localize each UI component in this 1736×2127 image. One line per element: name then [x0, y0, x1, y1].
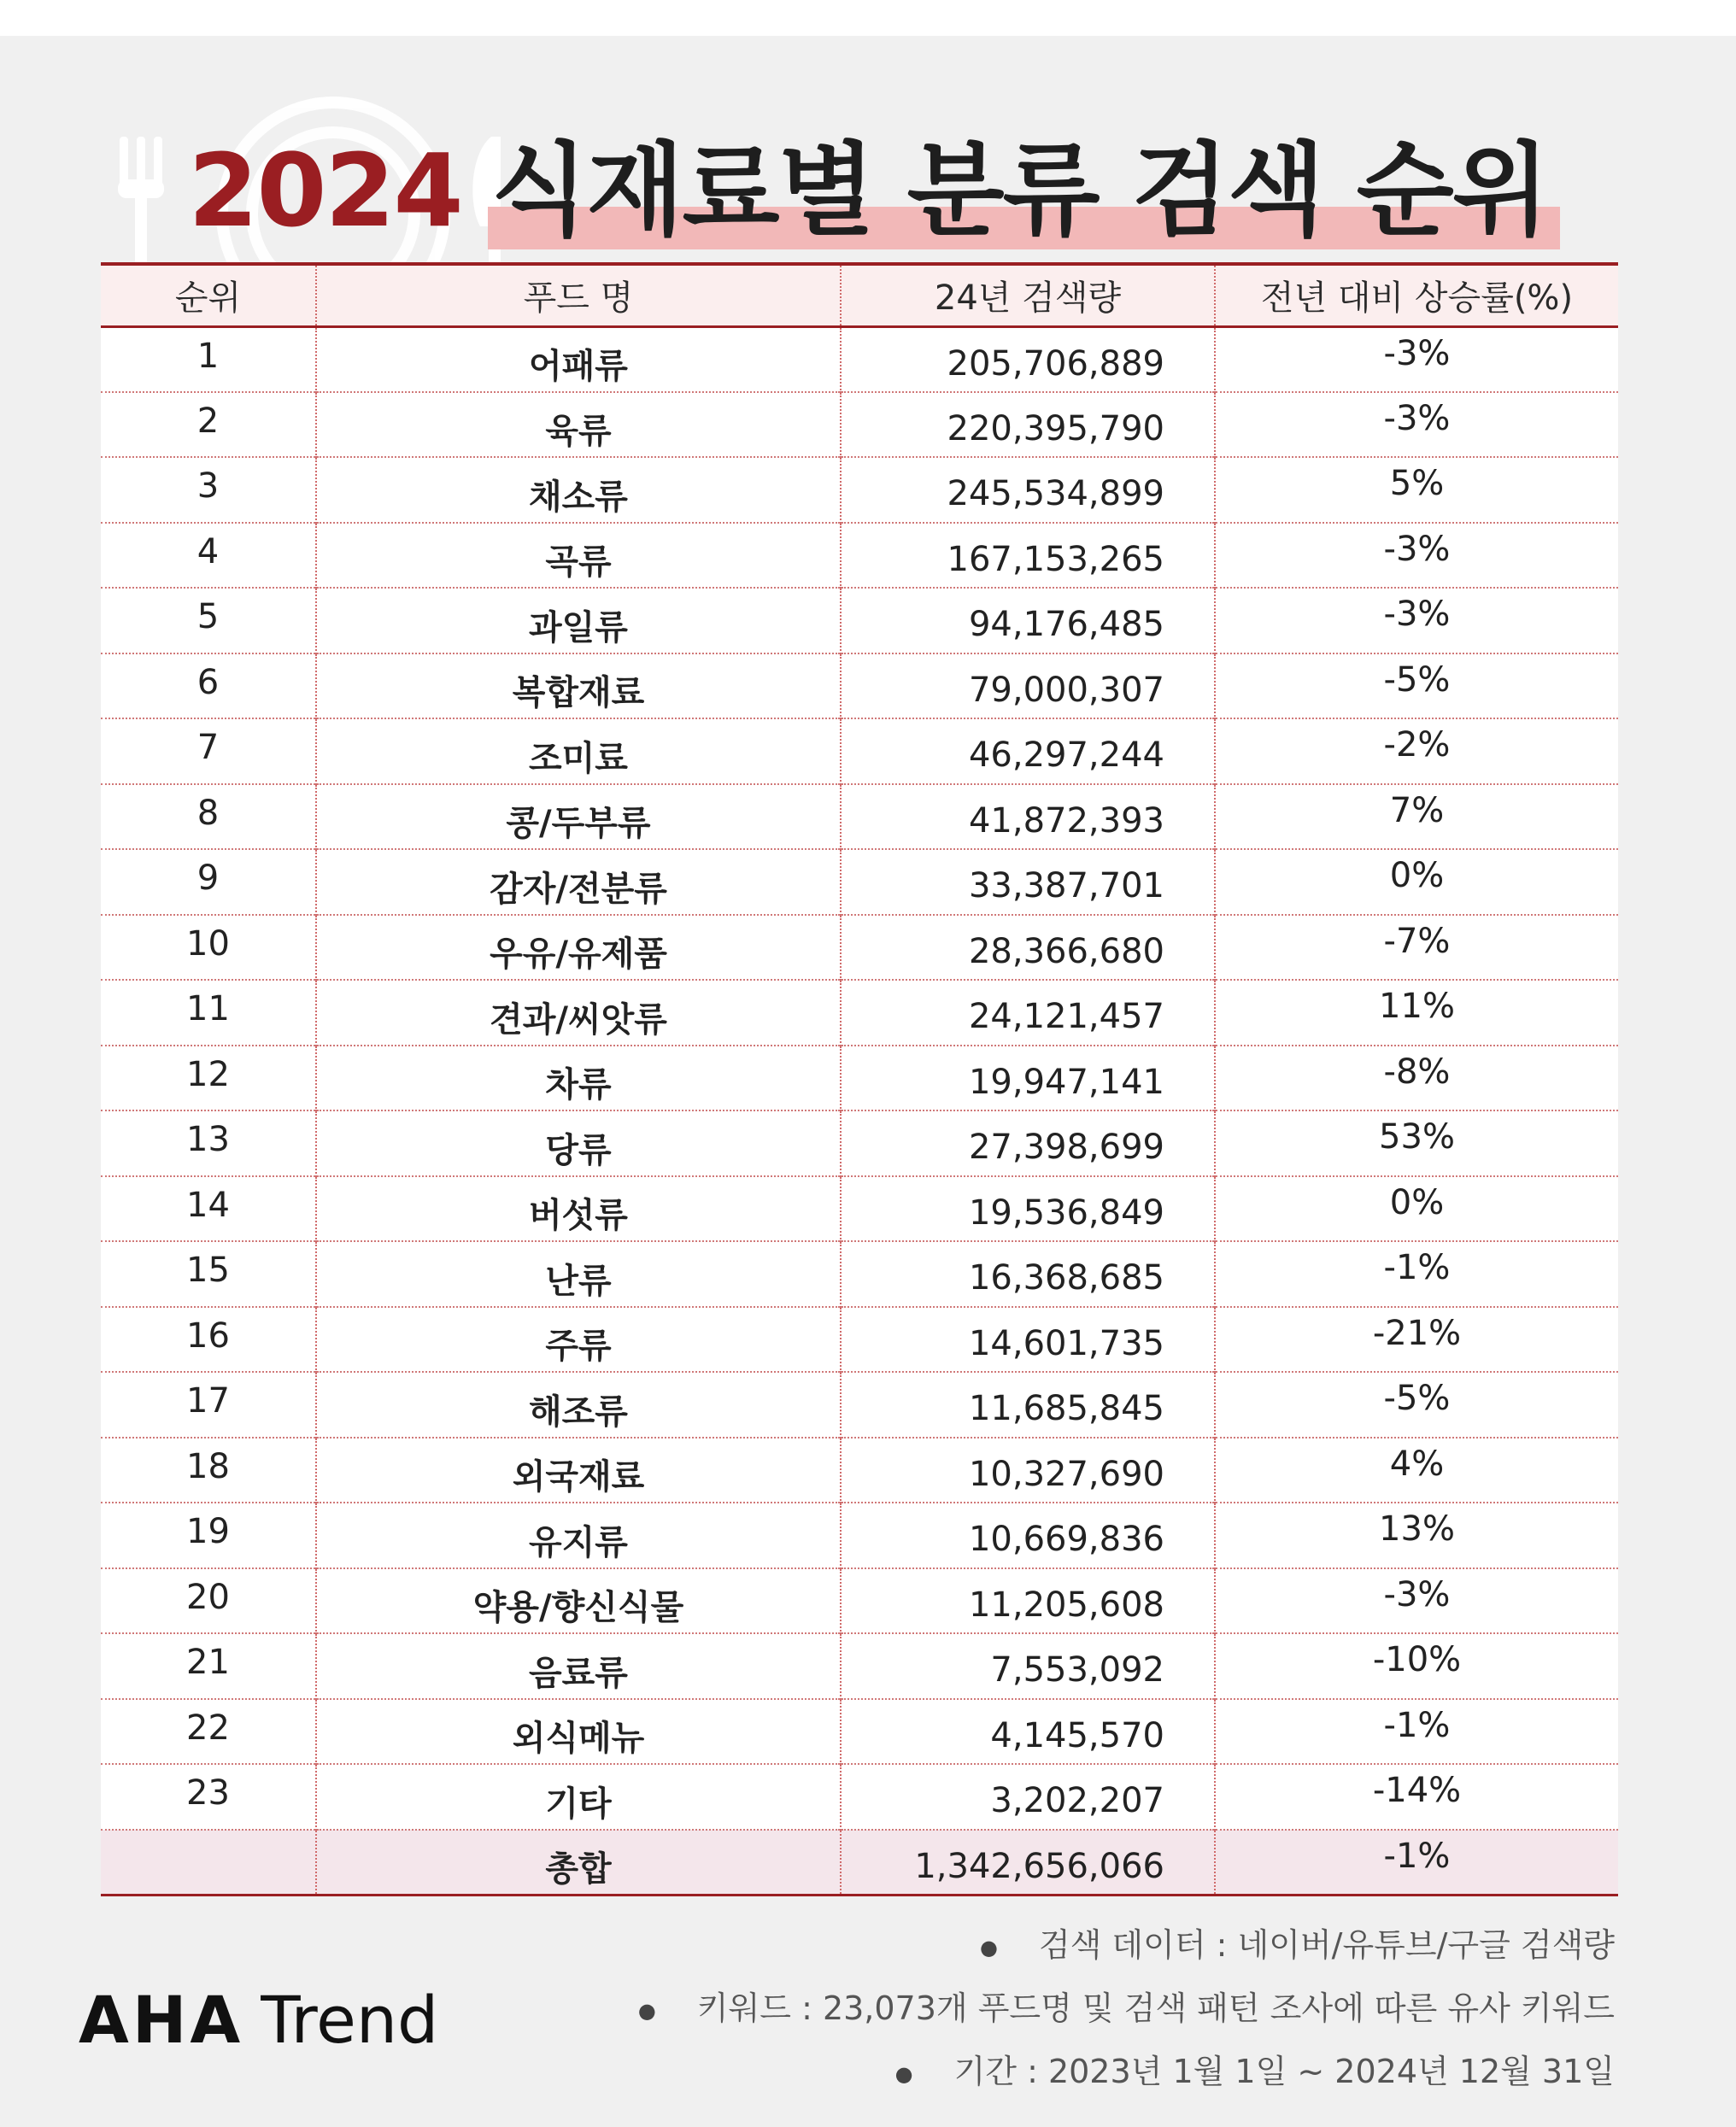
volume-cell: 46,297,244: [841, 718, 1215, 784]
bullet-icon: ●: [894, 2061, 913, 2086]
footnote-source-text: 검색 데이터 : 네이버/유튜브/구글 검색량: [1038, 1926, 1615, 1964]
food-name-cell: 복합재료: [316, 653, 841, 719]
volume-cell: 94,176,485: [841, 588, 1215, 653]
growth-rate-cell: -3%: [1215, 1568, 1618, 1634]
table-row: [101, 457, 1618, 523]
food-name-cell: 버섯류: [316, 1176, 841, 1242]
growth-rate-cell: -5%: [1215, 1372, 1618, 1438]
growth-rate-cell: -1%: [1215, 1699, 1618, 1765]
volume-cell: 19,947,141: [841, 1046, 1215, 1111]
table-row: [101, 1699, 1618, 1765]
growth-rate-cell: 11%: [1215, 980, 1618, 1046]
ranking-table: [101, 262, 1618, 1896]
table-row: [101, 392, 1618, 458]
table-row: [101, 653, 1618, 719]
total-rank-cell: [101, 1830, 316, 1896]
food-name-cell: 차류: [316, 1046, 841, 1111]
volume-cell: 205,706,889: [841, 326, 1215, 392]
food-name-cell: 유지류: [316, 1503, 841, 1568]
food-name-cell: 음료류: [316, 1633, 841, 1699]
volume-cell: 11,205,608: [841, 1568, 1215, 1634]
table-row: [101, 1176, 1618, 1242]
title-text-wrap: [491, 109, 1548, 255]
header-food-name: 푸드 명: [316, 264, 841, 326]
growth-rate-cell: -3%: [1215, 326, 1618, 392]
food-name-cell: 조미료: [316, 718, 841, 784]
food-name-cell: 주류: [316, 1307, 841, 1373]
table-row: [101, 915, 1618, 981]
logo-brand: AHA: [79, 1982, 244, 2058]
growth-rate-cell: 13%: [1215, 1503, 1618, 1568]
growth-rate-cell: 7%: [1215, 784, 1618, 850]
total-label-cell: 총합: [316, 1830, 841, 1896]
footnote-keywords: [638, 1977, 1615, 2040]
food-name-cell: 약용/향신식물: [316, 1568, 841, 1634]
volume-cell: 19,536,849: [841, 1176, 1215, 1242]
table-header: [101, 264, 1618, 326]
table-row: [101, 980, 1618, 1046]
table-body: [101, 326, 1618, 1895]
rank-cell: 18: [186, 1446, 230, 1486]
table-row: [101, 1568, 1618, 1634]
header-volume: 24년 검색량: [841, 264, 1215, 326]
growth-rate-cell: -8%: [1215, 1046, 1618, 1111]
food-name-cell: 견과/씨앗류: [316, 980, 841, 1046]
growth-rate-cell: -21%: [1215, 1307, 1618, 1373]
table-row: [101, 326, 1618, 392]
rank-cell: 5: [196, 597, 220, 637]
rank-cell: 1: [196, 336, 220, 376]
growth-rate-cell: 0%: [1215, 1176, 1618, 1242]
table-row: [101, 718, 1618, 784]
food-name-cell: 외국재료: [316, 1438, 841, 1503]
header-growth-rate: 전년 대비 상승률(%): [1215, 264, 1618, 326]
rank-cell: 6: [196, 662, 220, 702]
food-name-cell: 곡류: [316, 523, 841, 589]
logo-product: Trend: [261, 1982, 439, 2058]
rank-cell: 4: [196, 531, 220, 571]
rank-cell: 21: [186, 1643, 230, 1683]
rank-cell: 12: [186, 1054, 230, 1094]
table-row: [101, 784, 1618, 850]
growth-rate-cell: -3%: [1215, 392, 1618, 458]
bullet-icon: ●: [637, 1998, 656, 2023]
volume-cell: 16,368,685: [841, 1241, 1215, 1307]
food-name-cell: 난류: [316, 1241, 841, 1307]
rank-cell: 2: [196, 401, 220, 441]
growth-rate-cell: -5%: [1215, 653, 1618, 719]
brand-logo: [79, 1982, 438, 2058]
volume-cell: 167,153,265: [841, 523, 1215, 589]
volume-cell: 41,872,393: [841, 784, 1215, 850]
bullet-icon: ●: [979, 1935, 998, 1960]
rank-cell: 8: [196, 793, 220, 833]
footnote-period-text: 기간 : 2023년 1월 1일 ~ 2024년 12월 31일: [953, 2053, 1615, 2090]
total-volume-cell: 1,342,656,066: [841, 1830, 1215, 1896]
footnotes: [638, 1913, 1615, 2103]
title-text: 식재료별 분류 검색 순위: [490, 132, 1548, 249]
growth-rate-cell: 53%: [1215, 1110, 1618, 1176]
footnote-period: [638, 2040, 1615, 2103]
rank-cell: 20: [186, 1577, 230, 1617]
rank-cell: 14: [186, 1185, 230, 1225]
rank-cell: 17: [186, 1381, 230, 1421]
rank-cell: 23: [186, 1773, 230, 1814]
total-row: [101, 1830, 1618, 1896]
header-rank: 순위: [174, 278, 242, 319]
growth-rate-cell: 4%: [1215, 1438, 1618, 1503]
food-name-cell: 당류: [316, 1110, 841, 1176]
rank-cell: 11: [186, 989, 230, 1029]
header-row: [101, 264, 1618, 326]
rank-cell: 22: [186, 1708, 230, 1748]
volume-cell: 11,685,845: [841, 1372, 1215, 1438]
growth-rate-cell: -2%: [1215, 718, 1618, 784]
growth-rate-cell: 5%: [1215, 457, 1618, 523]
food-name-cell: 콩/두부류: [316, 784, 841, 850]
volume-cell: 245,534,899: [841, 457, 1215, 523]
food-name-cell: 감자/전분류: [316, 849, 841, 915]
page-title: [0, 109, 1736, 255]
growth-rate-cell: 0%: [1215, 849, 1618, 915]
top-strip: [0, 0, 1736, 36]
table-row: [101, 1438, 1618, 1503]
table-row: [101, 1307, 1618, 1373]
growth-rate-cell: -14%: [1215, 1764, 1618, 1830]
volume-cell: 27,398,699: [841, 1110, 1215, 1176]
table-row: [101, 523, 1618, 589]
table-row: [101, 1633, 1618, 1699]
volume-cell: 4,145,570: [841, 1699, 1215, 1765]
rank-cell: 7: [196, 728, 220, 768]
total-rate-cell: -1%: [1215, 1830, 1618, 1896]
table-row: [101, 1372, 1618, 1438]
food-name-cell: 육류: [316, 392, 841, 458]
volume-cell: 220,395,790: [841, 392, 1215, 458]
rank-cell: 3: [196, 466, 220, 507]
rank-cell: 19: [186, 1512, 230, 1552]
growth-rate-cell: -3%: [1215, 588, 1618, 653]
table-row: [101, 588, 1618, 653]
table-row: [101, 1046, 1618, 1111]
table-row: [101, 1764, 1618, 1830]
volume-cell: 10,669,836: [841, 1503, 1215, 1568]
food-name-cell: 어패류: [316, 326, 841, 392]
rank-cell: 13: [186, 1120, 230, 1160]
table-row: [101, 1241, 1618, 1307]
volume-cell: 10,327,690: [841, 1438, 1215, 1503]
volume-cell: 33,387,701: [841, 849, 1215, 915]
rank-cell: 16: [186, 1315, 230, 1356]
table-row: [101, 1503, 1618, 1568]
rank-cell: 9: [196, 858, 220, 899]
food-name-cell: 외식메뉴: [316, 1699, 841, 1765]
food-name-cell: 과일류: [316, 588, 841, 653]
growth-rate-cell: -7%: [1215, 915, 1618, 981]
rank-cell: 10: [186, 923, 230, 964]
footnote-keywords-text: 키워드 : 23,073개 푸드명 및 검색 패턴 조사에 따른 유사 키워드: [696, 1989, 1615, 2027]
table-row: [101, 849, 1618, 915]
volume-cell: 7,553,092: [841, 1633, 1215, 1699]
growth-rate-cell: -1%: [1215, 1241, 1618, 1307]
table-row: [101, 1110, 1618, 1176]
title-year: 2024: [188, 132, 462, 249]
food-name-cell: 기타: [316, 1764, 841, 1830]
growth-rate-cell: -10%: [1215, 1633, 1618, 1699]
food-name-cell: 채소류: [316, 457, 841, 523]
volume-cell: 24,121,457: [841, 980, 1215, 1046]
food-name-cell: 해조류: [316, 1372, 841, 1438]
food-name-cell: 우유/유제품: [316, 915, 841, 981]
rank-cell: 15: [186, 1251, 230, 1291]
growth-rate-cell: -3%: [1215, 523, 1618, 589]
footnote-source: [638, 1913, 1615, 1977]
volume-cell: 3,202,207: [841, 1764, 1215, 1830]
volume-cell: 79,000,307: [841, 653, 1215, 719]
volume-cell: 14,601,735: [841, 1307, 1215, 1373]
volume-cell: 28,366,680: [841, 915, 1215, 981]
